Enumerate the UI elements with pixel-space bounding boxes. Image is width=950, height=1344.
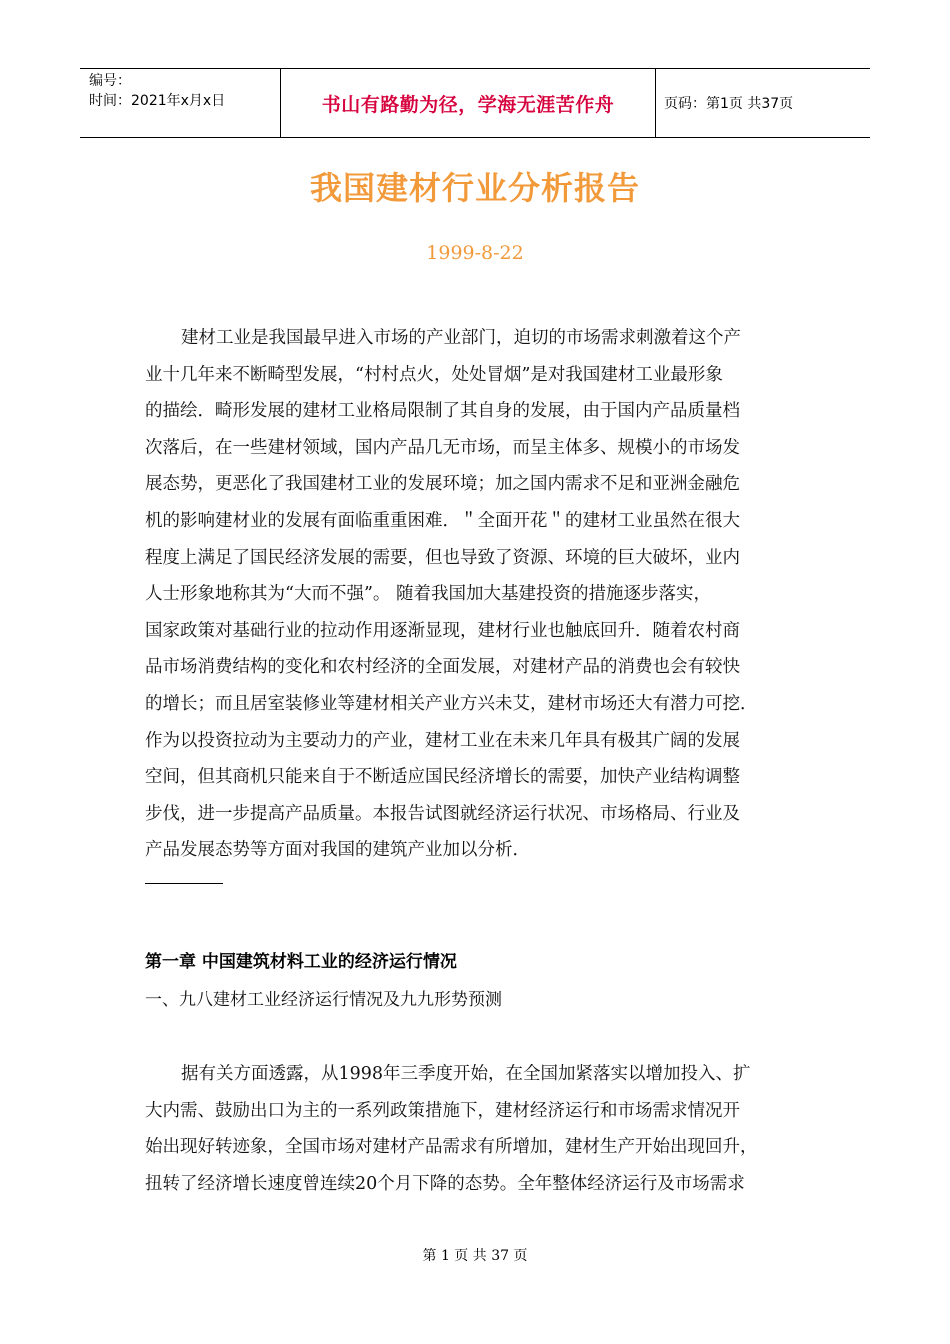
page-footer: 第 1 页 共 37 页 [422,1248,528,1264]
intro-paragraph [145,320,805,869]
paragraph-line: 人士形象地称其为“大而不强”。 随着我国加大基建投资的措施逐步落实， [145,584,711,605]
paragraph-line: 机的影响建材业的发展有面临重重困难．＂全面开花＂的建材工业虽然在很大 [145,510,740,531]
paragraph-line: 程度上满足了国民经济发展的需要，但也导致了资源、环境的巨大破坏，业内 [145,547,740,568]
time-label: 时间：2021年x月x日 [89,93,226,109]
paragraph-line: 始出现好转迹象，全国市场对建材产品需求有所增加，建材生产开始出现回升， [145,1137,758,1158]
header-table [80,68,870,138]
section-heading: 一、九八建材工业经济运行情况及九九形势预测 [145,990,502,1010]
chapter-heading: 第一章 中国建筑材料工业的经济运行情况 [145,952,457,972]
paragraph-line: 品市场消费结构的变化和农村经济的全面发展，对建材产品的消费也会有较快 [145,657,740,678]
header-meta-cell [80,69,281,137]
paragraph-line: 空间，但其商机只能来自于不断适应国民经济增长的需要，加快产业结构调整 [145,767,740,788]
paragraph-line: 作为以投资拉动为主要动力的产业，建材工业在未来几年具有极其广阔的发展 [145,730,740,751]
paragraph-line: 展态势，更恶化了我国建材工业的发展环境；加之国内需求不足和亚洲金融危 [145,474,740,495]
paragraph-line: 业十几年来不断畸型发展，“村村点火，处处冒烟”是对我国建材工业最形象 [145,364,723,385]
body-paragraph [145,1056,805,1202]
document-date: 1999-8-22 [426,242,524,264]
paragraph-line: 大内需、鼓励出口为主的一系列政策措施下，建材经济运行和市场需求情况开 [145,1100,740,1121]
paragraph-line: 国家政策对基础行业的拉动作用逐渐显现，建材行业也触底回升．随着农村商 [145,620,740,641]
paragraph-line: 的描绘．畸形发展的建材工业格局限制了其自身的发展，由于国内产品质量档 [145,401,740,422]
paragraph-line: 产品发展态势等方面对我国的建筑产业加以分析． [145,840,530,861]
document-title: 我国建材行业分析报告 [309,169,640,207]
paragraph-line: 据有关方面透露，从1998年三季度开始，在全国加紧落实以增加投入、扩 [181,1064,751,1084]
paragraph-line: 的增长；而且居室装修业等建材相关产业方兴未艾，建材市场还大有潜力可挖． [145,693,758,714]
paragraph-line: 步伐，进一步提高产品质量。本报告试图就经济运行状况、市场格局、行业及 [145,803,740,824]
header-motto: 书山有路勤为径，学海无涯苦作舟 [281,69,656,137]
paragraph-line: 建材工业是我国最早进入市场的产业部门，迫切的市场需求刺激着这个产 [181,328,741,348]
header-page-code: 页码：第1页 共37页 [664,96,794,112]
paragraph-line: 次落后，在一些建材领域，国内产品几无市场，而呈主体多、规模小的市场发 [145,437,740,458]
paragraph-line: 扭转了经济增长速度曾连续20个月下降的态势。全年整体经济运行及市场需求 [145,1173,745,1194]
number-label: 编号： [89,73,131,89]
section-divider [145,883,223,884]
